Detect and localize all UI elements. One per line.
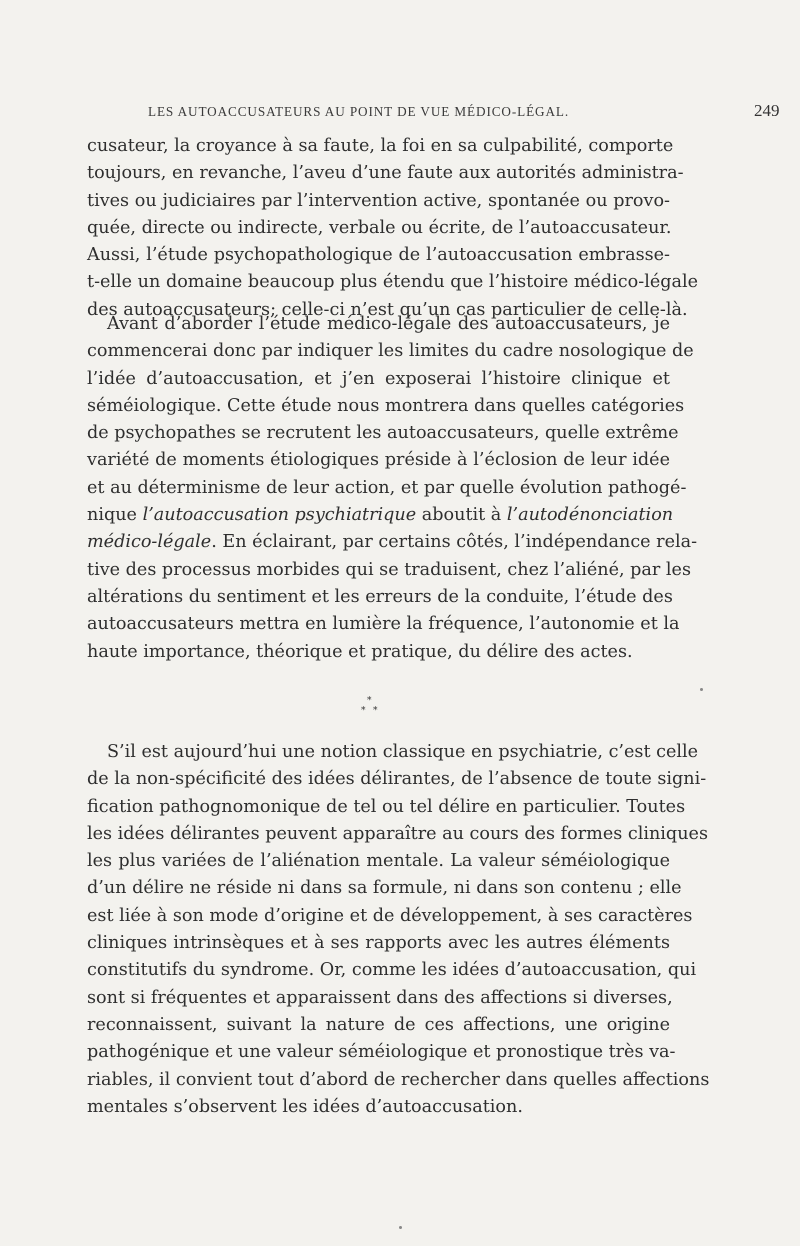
text-line: Aussi, l’étude psychopathologique de l’autoaccusation embrasse- bbox=[87, 245, 670, 266]
page-number: 249 bbox=[754, 101, 780, 120]
text-line: constitutifs du syndrome. Or, comme les idées d’autoaccusation, qui bbox=[87, 960, 697, 981]
text-line: l’idée d’autoaccusation, et j’en exposerai l’histoire clinique et bbox=[87, 368, 670, 389]
text-line: Avant d’aborder l’étude médico-légale des autoaccusateurs, je bbox=[107, 314, 670, 334]
italic-term: l’autodénonciation bbox=[506, 505, 674, 526]
text-line: S’il est aujourd’hui une notion classique en psychiatrie, c’est celle bbox=[107, 742, 699, 762]
paragraph-avant-d-aborder bbox=[87, 311, 698, 666]
text-line: tive des processus morbides qui se traduisent, chez l’aliéné, par les bbox=[87, 559, 691, 580]
text-line: fication pathognomonique de tel ou tel délire en particulier. Toutes bbox=[87, 796, 686, 817]
star-glyph: * bbox=[373, 706, 378, 716]
text-line: d’un délire ne réside ni dans sa formule, ni dans son contenu ; elle bbox=[87, 878, 682, 899]
text-line: riables, il convient tout d’abord de rechercher dans quelles affections bbox=[87, 1069, 710, 1090]
text-line: pathogénique et une valeur séméiologique et pronostique très va- bbox=[87, 1042, 676, 1063]
text-line: des autoaccusateurs; celle-ci n’est qu’un cas particulier de celle-là. bbox=[87, 299, 688, 320]
text-line: cliniques intrinsèques et à ses rapports avec les autres éléments bbox=[87, 933, 670, 954]
text-line: quée, directe ou indirecte, verbale ou écrite, de l’autoaccusateur. bbox=[87, 217, 672, 238]
text-line: sont si fréquentes et apparaissent dans des affections si diverses, bbox=[87, 987, 673, 1008]
paragraph-s-il-est bbox=[87, 739, 710, 1121]
text-line: nique l’autoaccusation psychiatrique aboutit à l’autodénonciation bbox=[87, 505, 674, 526]
text-line: variété de moments étiologiques préside à l’éclosion de leur idée bbox=[87, 450, 670, 471]
text-line: altérations du sentiment et les erreurs de la conduite, l’étude des bbox=[87, 586, 673, 607]
italic-term: l’autoaccusation psychiatrique bbox=[142, 505, 417, 526]
text-line: haute importance, théorique et pratique, du délire des actes. bbox=[87, 641, 633, 662]
text-line: mentales s’observent les idées d’autoaccusation. bbox=[87, 1096, 523, 1117]
text-line: médico-légale. En éclairant, par certains côtés, l’indépendance rela- bbox=[87, 532, 698, 553]
text-line: tives ou judiciaires par l’intervention active, spontanée ou provo- bbox=[87, 190, 670, 211]
star-glyph: * bbox=[367, 696, 372, 706]
asterism-separator bbox=[356, 696, 386, 726]
paragraph-continuation bbox=[87, 133, 699, 324]
text-line: de psychopathes se recrutent les autoaccusateurs, quelle extrême bbox=[87, 423, 679, 444]
text-line: cusateur, la croyance à sa faute, la foi en sa culpabilité, comporte bbox=[87, 136, 674, 156]
text-line: est liée à son mode d’origine et de développement, à ses caractères bbox=[87, 905, 693, 926]
paper-speck bbox=[399, 1226, 402, 1229]
text-line: commencerai donc par indiquer les limites du cadre nosologique de bbox=[87, 341, 694, 362]
star-glyph: * bbox=[361, 706, 366, 716]
text-line: de la non-spécificité des idées délirantes, de l’absence de toute signi- bbox=[87, 769, 707, 790]
text-line: les idées délirantes peuvent apparaître au cours des formes cliniques bbox=[87, 823, 708, 844]
text-line: séméiologique. Cette étude nous montrera dans quelles catégories bbox=[87, 395, 685, 416]
text-line: t-elle un domaine beaucoup plus étendu que l’histoire médico-légale bbox=[87, 272, 699, 293]
text-line: autoaccusateurs mettra en lumière la fréquence, l’autonomie et la bbox=[87, 614, 680, 635]
text-line: les plus variées de l’aliénation mentale. La valeur séméiologique bbox=[87, 851, 670, 872]
paper-speck bbox=[700, 688, 703, 691]
text-line: et au déterminisme de leur action, et par quelle évolution pathogé- bbox=[87, 477, 687, 498]
italic-term: médico-légale bbox=[87, 532, 212, 553]
running-head: LES AUTOACCUSATEURS AU POINT DE VUE MÉDICO-LÉGAL. bbox=[148, 104, 570, 119]
text-line: reconnaissent, suivant la nature de ces affections, une origine bbox=[87, 1014, 670, 1035]
text-line: toujours, en revanche, l’aveu d’une faute aux autorités administra- bbox=[87, 163, 684, 184]
